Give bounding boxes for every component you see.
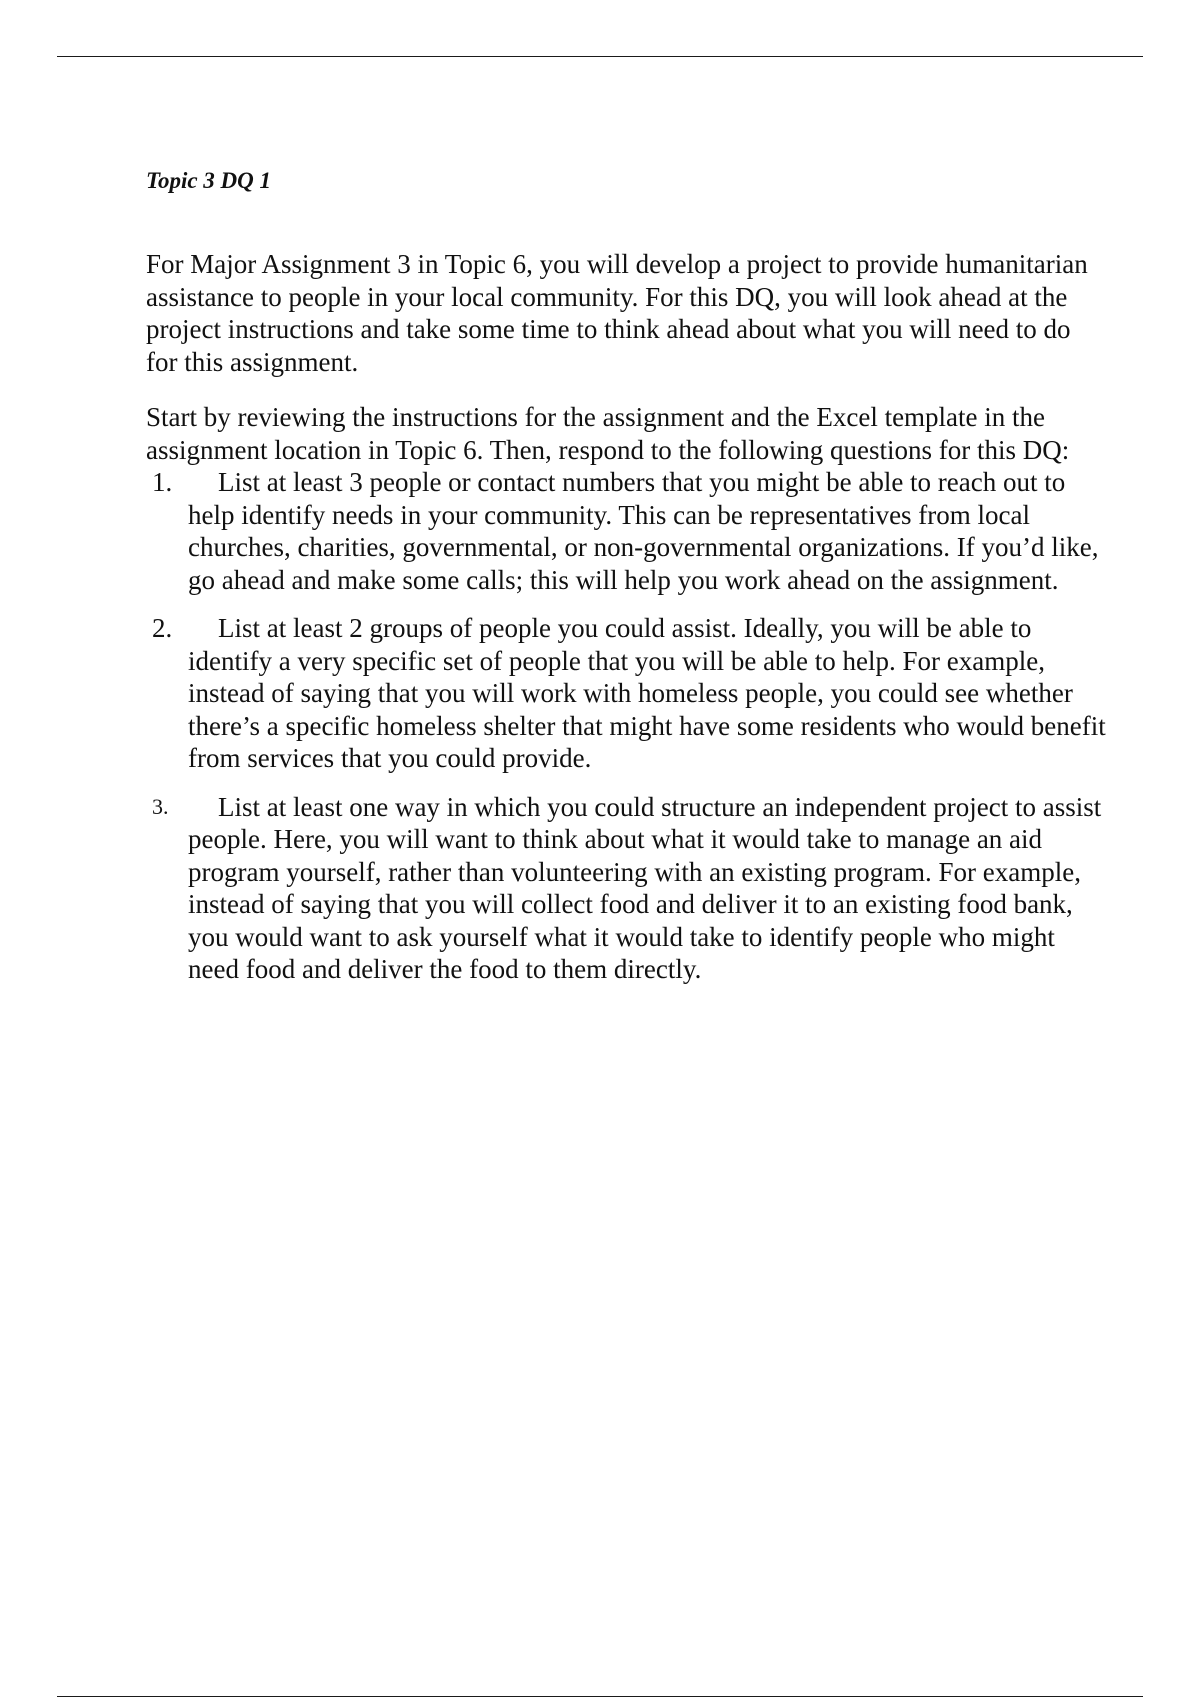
question-number: 2. [152, 613, 173, 643]
question-item-1 [146, 466, 1106, 596]
document-body [146, 166, 1106, 1002]
question-text: List at least 2 groups of people you could assist. Ideally, you will be able to identify a very specific set of people that you will be able to help. For example, instead of saying that you will work with homeless people, you could see whether there’s a specific homeless shelter that might have some residents who would benefit from services that you could provide. [188, 613, 1106, 773]
bottom-rule [57, 1696, 1143, 1697]
document-title: Topic 3 DQ 1 [146, 168, 272, 193]
instructions-paragraph: Start by reviewing the instructions for the assignment and the Excel template in the assignment location in Topic 6. Then, respond to the following questions for this DQ: [146, 402, 1070, 465]
top-rule [57, 56, 1143, 57]
question-text: List at least one way in which you could structure an independent project to assist people. Here, you will want to think about what it would take to manage an aid program yourself, rather than volunteering with an existing program. For example, instead of saying that you will collect food and deliver it to an existing food bank, you would want to ask yourself what it would take to identify people who might need food and deliver the food to them directly. [188, 791, 1102, 984]
question-item-2 [146, 612, 1106, 775]
question-number: 3. [152, 793, 169, 819]
question-number: 1. [152, 467, 173, 497]
intro-paragraph: For Major Assignment 3 in Topic 6, you will develop a project to provide humanitarian assistance to people in your local community. For this DQ, you will look ahead at the project instructions and take some time to think ahead about what you will need to do for this assignment. [146, 249, 1088, 377]
question-text: List at least 3 people or contact numbers that you might be able to reach out to help identify needs in your community. This can be representatives from local churches, charities, governmental, or non-governmental organizations. If you’d like, go ahead and make some calls; this will help you work ahead on the assignment. [188, 467, 1099, 595]
question-item-3 [146, 791, 1106, 986]
question-list [146, 466, 1106, 986]
